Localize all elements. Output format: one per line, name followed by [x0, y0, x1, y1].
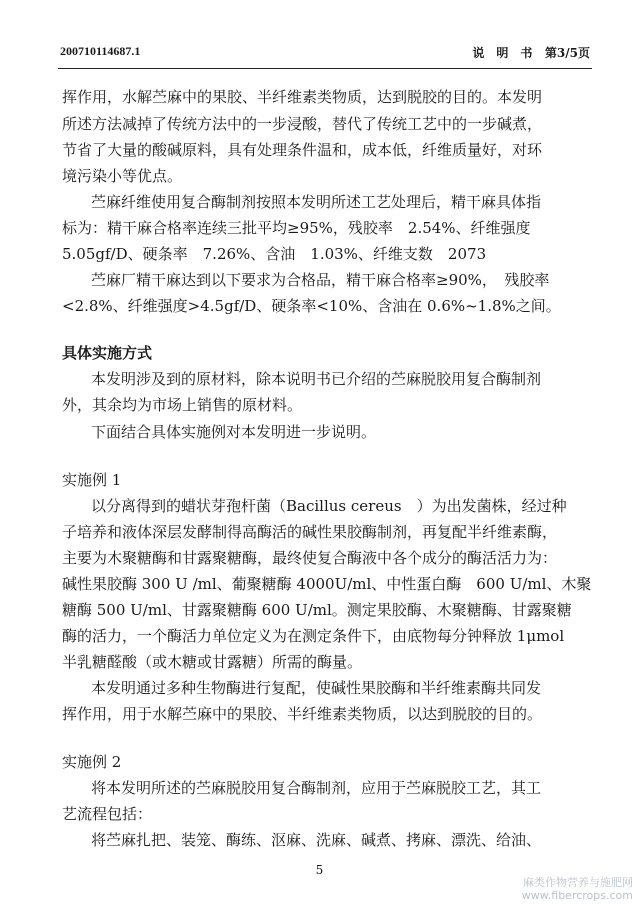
page-header — [60, 44, 590, 64]
body-line: 碱性果胶酶 300 U /ml、葡聚糖酶 4000U/ml、中性蛋白酶 600 U/ml、木聚 — [62, 575, 592, 593]
body-line: <2.8%、纤维强度>4.5gf/D、硬条率<10%、含油在 0.6%~1.8%之间。 — [62, 297, 561, 315]
header-rule — [58, 68, 592, 69]
body-line: 主要为木聚糖酶和甘露聚糖酶，最终使复合酶液中各个成分的酶活活力为： — [62, 549, 558, 567]
body-line: 子培养和液体深层发酵制得高酶活的碱性果胶酶制剂，再复配半纤维素酶， — [62, 523, 558, 541]
page-info: 第3/5页 — [544, 46, 590, 60]
body-line: 挥作用，用于水解苎麻中的果胶、半纤维素类物质，以达到脱胶的目的。 — [62, 705, 543, 723]
section-heading: 具体实施方式 — [62, 344, 153, 362]
body-line: 境污染小等优点。 — [62, 167, 183, 185]
paragraph-start: 下面结合具体实施例对本发明进一步说明。 — [91, 423, 377, 441]
body-line: 5.05gf/D、硬条率 7.26%、含油 1.03%、纤维支数 2073 — [62, 245, 487, 263]
body-line: 酶的活力，一个酶活力单位定义为在测定条件下，由底物每分钟释放 1μmol — [62, 627, 565, 645]
paragraph-start: 将苎麻扎把、装笼、酶练、沤麻、洗麻、碱煮、拷麻、漂洗、给油、 — [91, 831, 542, 849]
example-heading: 实施例 1 — [62, 471, 122, 489]
body-line: 节省了大量的酸碱原料，具有处理条件温和，成本低，纤维质量好，对环 — [62, 141, 543, 159]
watermark-title: 麻类作物营养与施肥网 — [523, 876, 633, 889]
watermark-url: www.fibercrops.com — [521, 889, 633, 902]
paragraph-start: 将本发明所述的苎麻脱胶用复合酶制剂，应用于苎麻脱胶工艺，其工 — [91, 779, 542, 797]
body-line: 所述方法减掉了传统方法中的一步浸酸，替代了传统工艺中的一步碱煮， — [62, 115, 543, 133]
patent-number: 200710114687.1 — [60, 44, 141, 58]
body-line: 半乳糖醛酸（或木糖或甘露糖）所需的酶量。 — [62, 653, 363, 671]
paragraph-start: 苎麻纤维使用复合酶制剂按照本发明所述工艺处理后，精干麻具体指 — [91, 193, 542, 211]
paragraph-start: 本发明涉及到的原材料，除本说明书已介绍的苎麻脱胶用复合酶制剂 — [91, 370, 542, 388]
page-number: 5 — [315, 863, 324, 877]
example-heading: 实施例 2 — [62, 753, 122, 771]
body-line: 糖酶 500 U/ml、甘露聚糖酶 600 U/ml。测定果胶酶、木聚糖酶、甘露聚糖 — [62, 601, 572, 619]
section-label: 说 明 书 — [472, 46, 533, 60]
watermark — [522, 876, 633, 902]
paragraph-start: 本发明通过多种生物酶进行复配，使碱性果胶酶和半纤维素酶共同发 — [91, 679, 542, 697]
body-line: 标为：精干麻合格率连续三批平均≥95%，残胶率 2.54%、纤维强度 — [62, 219, 531, 237]
body-line: 外，其余均为市场上销售的原材料。 — [62, 396, 303, 414]
body-line: 挥作用，水解苎麻中的果胶、半纤维素类物质，达到脱胶的目的。本发明 — [62, 88, 543, 106]
header-right — [472, 44, 590, 61]
paragraph-start: 以分离得到的蜡状芽孢杆菌（Bacillus cereus ）为出发菌株，经过种 — [91, 497, 567, 515]
body-line: 艺流程包括： — [62, 805, 153, 823]
paragraph-start: 苎麻厂精干麻达到以下要求为合格品，精干麻合格率≥90%， 残胶率 — [91, 271, 550, 289]
